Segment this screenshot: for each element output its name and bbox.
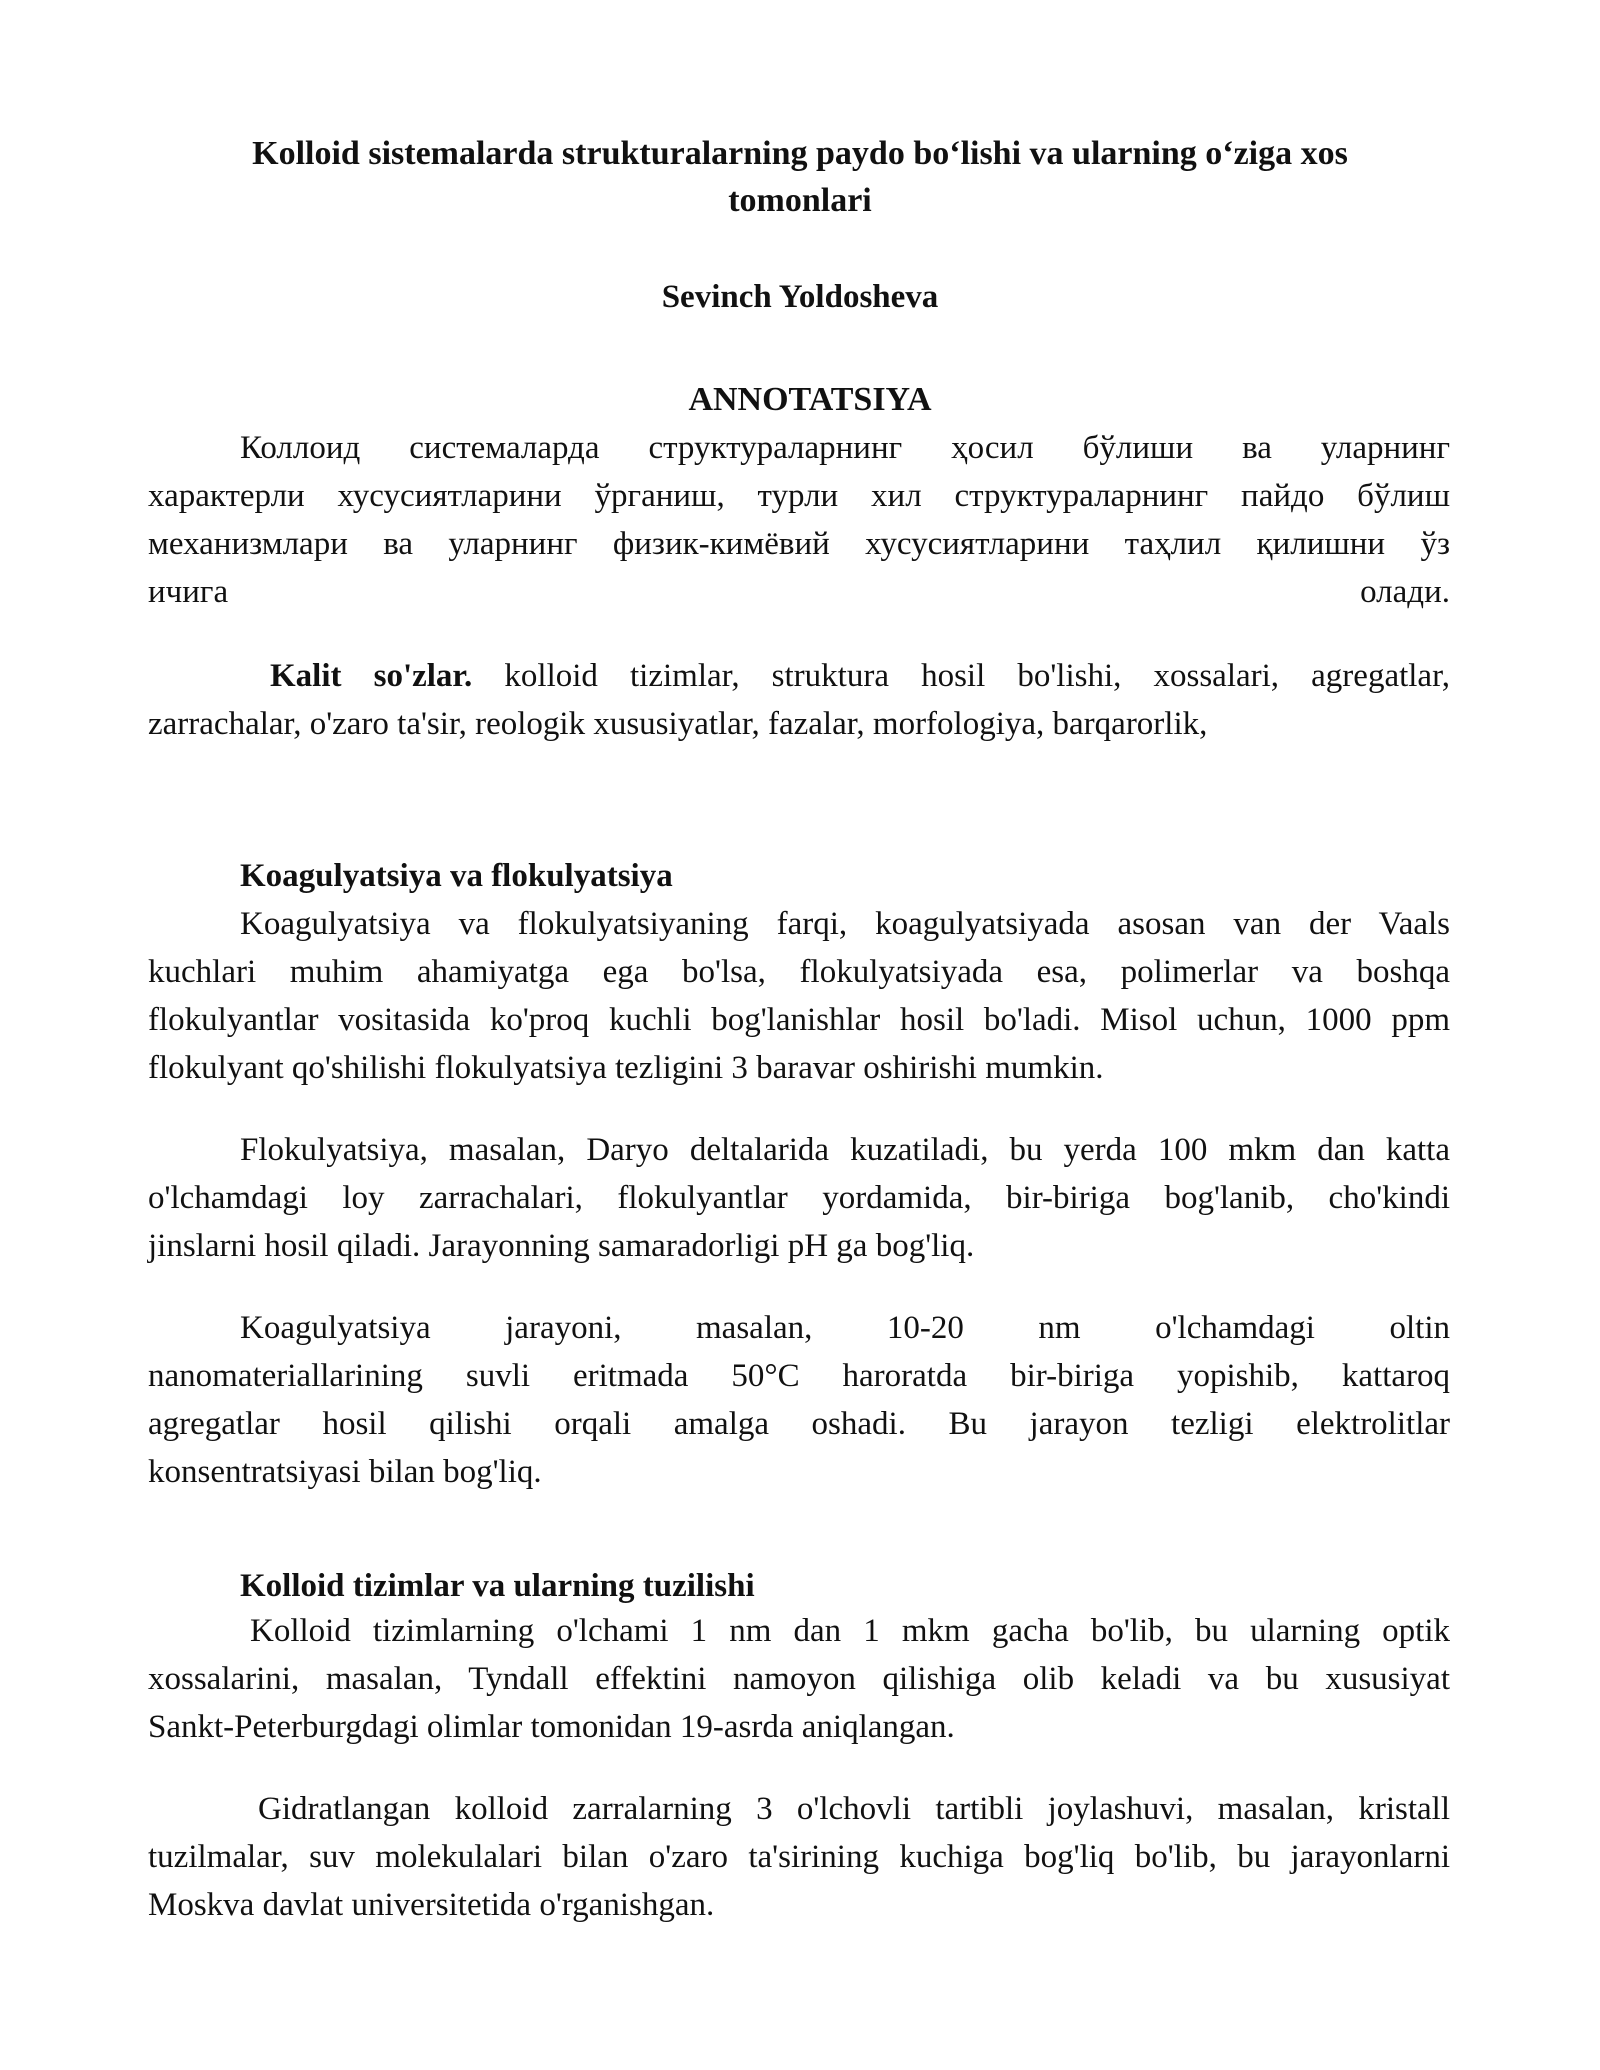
s1-p2-line-3: jinslarni hosil qiladi. Jarayonning samaradorligi pH ga bog'liq.	[148, 1228, 975, 1264]
s2-p2-line-1: Gidratlangan kolloid zarralarning 3 o'lchovli tartibli joylashuvi, masalan, kristall	[258, 1791, 1450, 1827]
keywords-list-part-1: kolloid tizimlar, struktura hosil bo'lishi, xossalari, agregatlar,	[504, 658, 1450, 694]
abstract-heading: ANNOTATSIYA	[688, 381, 932, 418]
s2-p2-line-2: tuzilmalar, suv molekulalari bilan o'zaro ta'sirining kuchiga bog'liq bo'lib, bu jarayonlarni	[148, 1839, 1450, 1875]
s2-p1-line-2: xossalarini, masalan, Tyndall effektini namoyon qilishiga olib keladi va bu xususiyat	[148, 1661, 1450, 1697]
s1-p3-line-2: nanomateriallarining suvli eritmada 50°C haroratda bir-biriga yopishib, kattaroq	[148, 1358, 1450, 1394]
keywords-line-1	[270, 652, 1450, 700]
document-title-line-2: tomonlari	[728, 182, 872, 219]
author-name: Sevinch Yoldosheva	[661, 279, 939, 315]
abstract-line-4-right: олади.	[1360, 574, 1450, 610]
abstract-line-2: характерли хусусиятларини ўрганиш, турли хил структураларнинг пайдо бўлиш	[148, 478, 1450, 514]
section-heading-coagulation: Koagulyatsiya va flokulyatsiya	[240, 858, 673, 894]
s2-p2-line-3: Moskva davlat universitetida o'rganishgan.	[148, 1887, 715, 1923]
section-heading-colloid-systems: Kolloid tizimlar va ularning tuzilishi	[240, 1568, 755, 1604]
document-title-line-1: Kolloid sistemalarda strukturalarning paydo bo‘lishi va ularning o‘ziga xos	[252, 135, 1348, 172]
s1-p2-line-1: Flokulyatsiya, masalan, Daryo deltalarida kuzatiladi, bu yerda 100 mkm dan katta	[240, 1132, 1450, 1168]
s1-p2-line-2: o'lchamdagi loy zarrachalari, flokulyantlar yordamida, bir-biriga bog'lanib, cho'kindi	[148, 1180, 1450, 1216]
abstract-line-3: механизмлари ва уларнинг физик-кимёвий хусусиятларини таҳлил қилишни ўз	[148, 526, 1450, 562]
abstract-line-4	[148, 568, 1450, 616]
s1-p1-line-2: kuchlari muhim ahamiyatga ega bo'lsa, flokulyatsiyada esa, polimerlar va boshqa	[148, 954, 1450, 990]
s1-p3-line-3: agregatlar hosil qilishi orqali amalga oshadi. Bu jarayon tezligi elektrolitlar	[148, 1406, 1450, 1442]
s1-p3-line-4: konsentratsiyasi bilan bog'liq.	[148, 1454, 542, 1490]
s1-p1-line-4: flokulyant qo'shilishi flokulyatsiya tezligini 3 baravar oshirishi mumkin.	[148, 1050, 1104, 1086]
s1-p1-line-3: flokulyantlar vositasida ko'proq kuchli bog'lanishlar hosil bo'ladi. Misol uchun, 1000 ppm	[148, 1002, 1450, 1038]
abstract-line-4-left: ичига	[148, 574, 229, 610]
s2-p1-line-3: Sankt-Peterburgdagi olimlar tomonidan 19-asrda aniqlangan.	[148, 1709, 955, 1745]
s1-p1-line-1: Koagulyatsiya va flokulyatsiyaning farqi, koagulyatsiyada asosan van der Vaals	[240, 906, 1450, 942]
keywords-label: Kalit so'zlar.	[270, 658, 473, 694]
s2-p1-line-1: Kolloid tizimlarning o'lchami 1 nm dan 1 mkm gacha bo'lib, bu ularning optik	[250, 1613, 1450, 1649]
keywords-line-2: zarrachalar, o'zaro ta'sir, reologik xususiyatlar, fazalar, morfologiya, barqarorlik,	[148, 706, 1208, 742]
s1-p3-line-1: Koagulyatsiya jarayoni, masalan, 10-20 nm o'lchamdagi oltin	[240, 1310, 1450, 1346]
abstract-line-1: Коллоид системаларда структураларнинг ҳосил бўлиши ва уларнинг	[240, 430, 1450, 466]
